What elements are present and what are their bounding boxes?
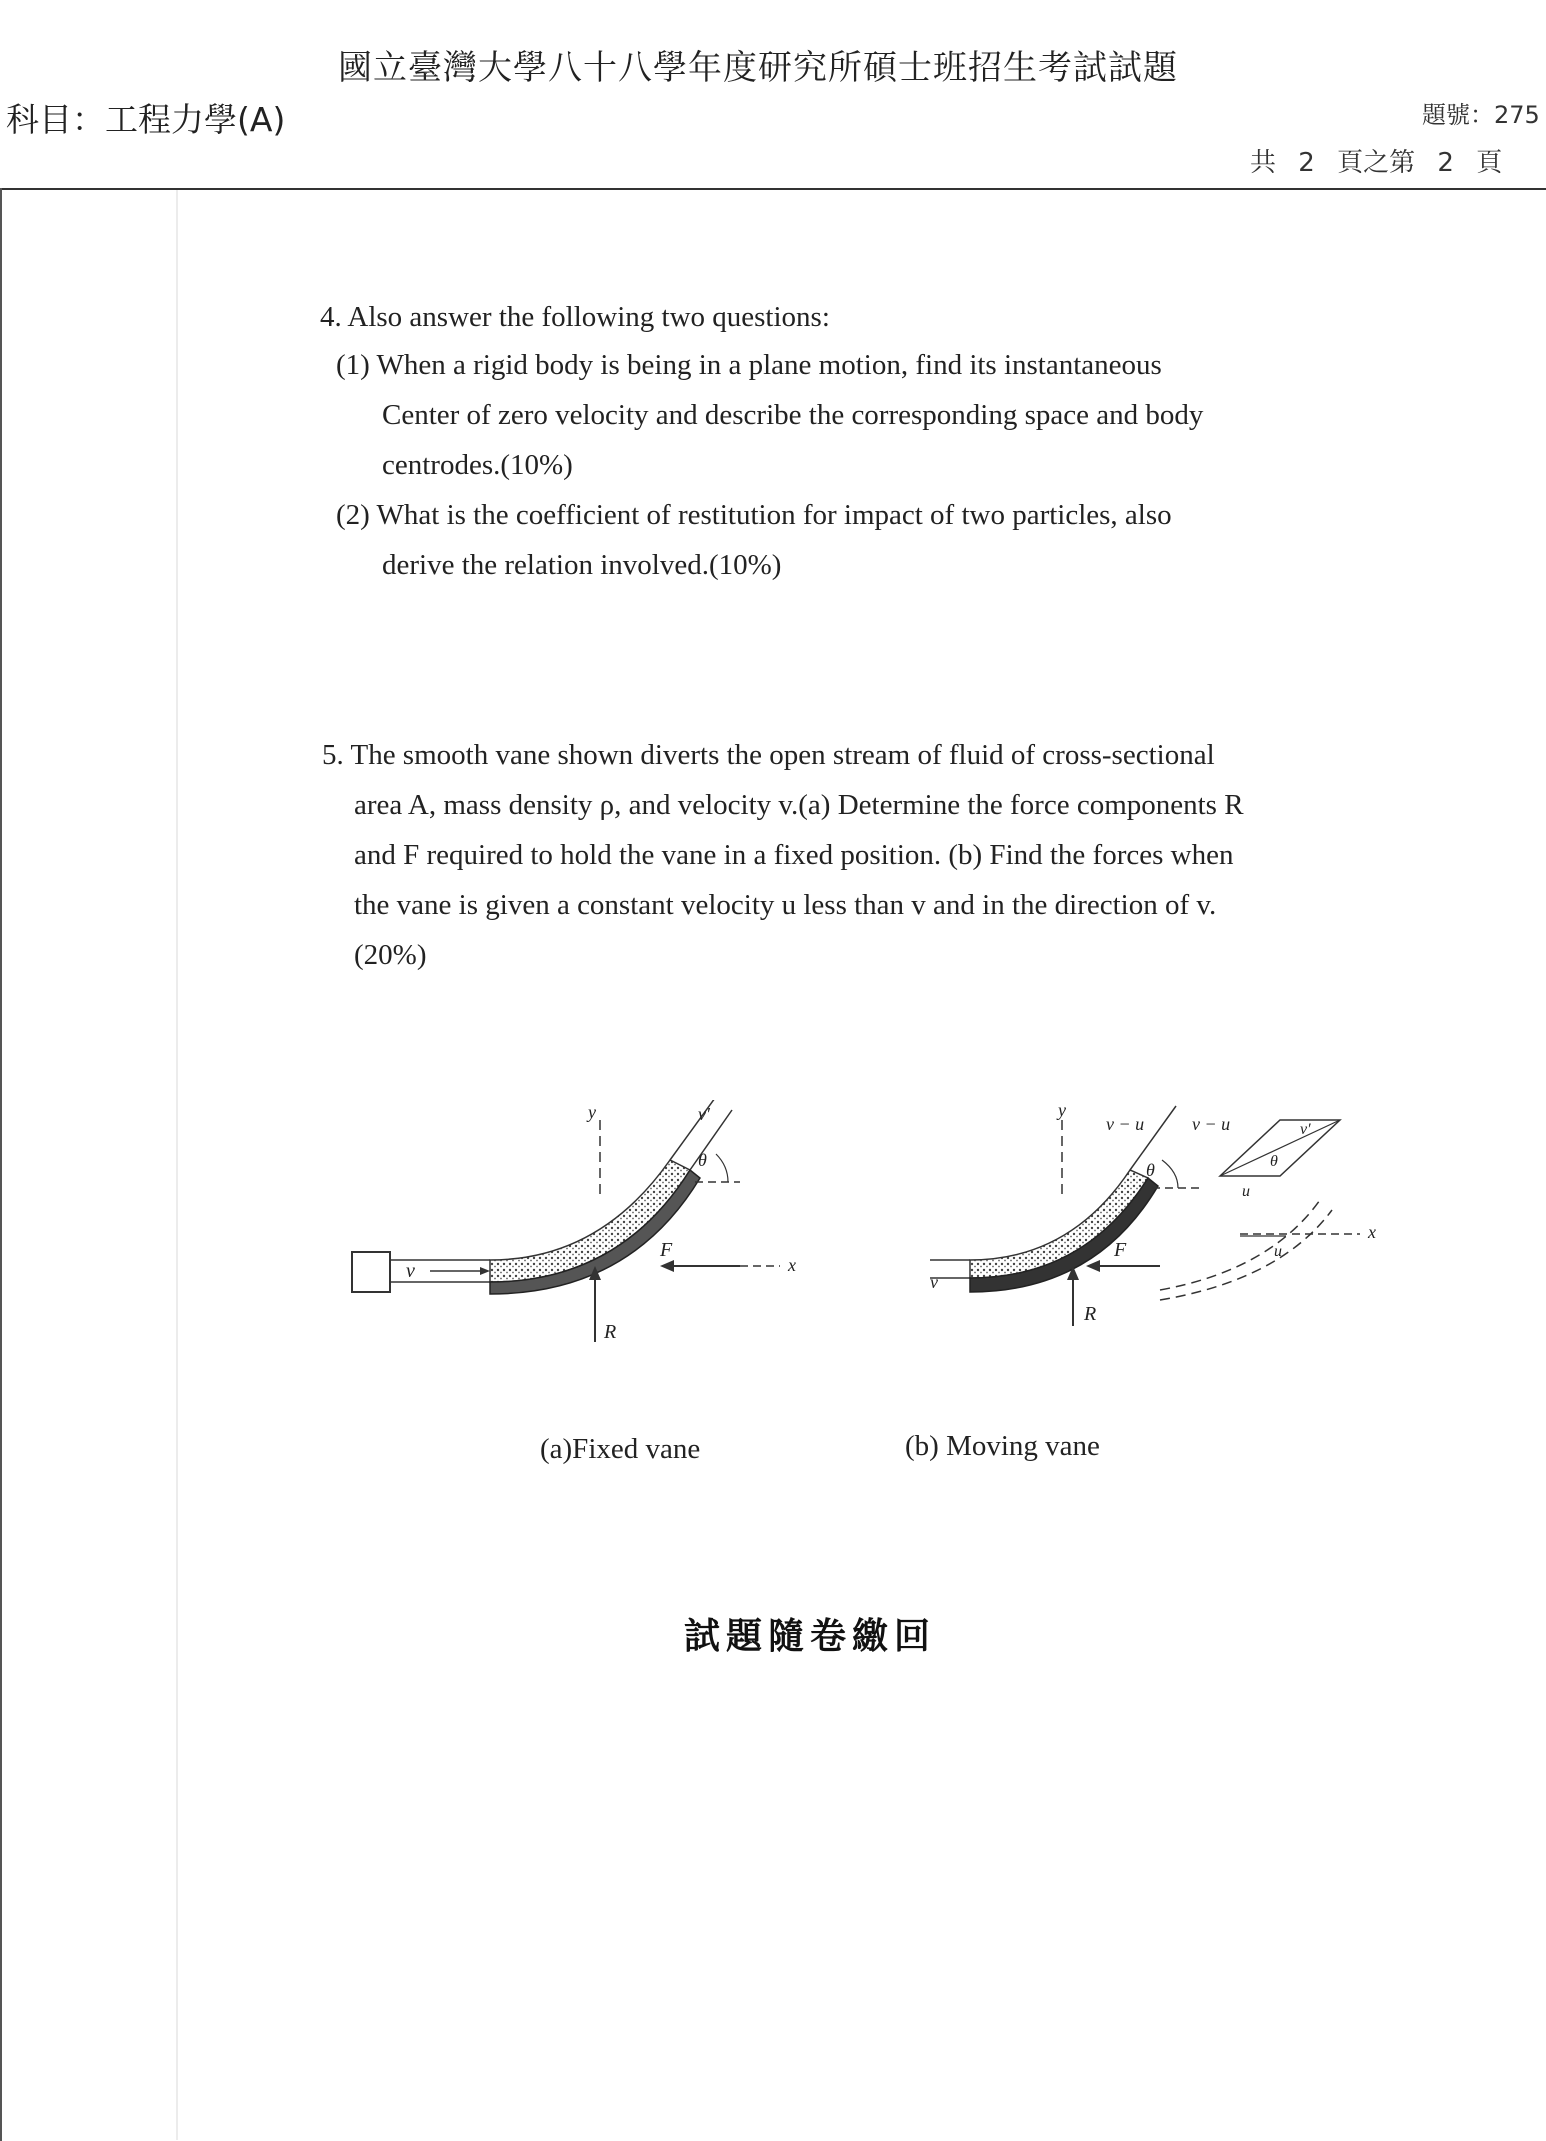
question-5 [322, 730, 1392, 980]
moving-vprime-label: v′ [1300, 1121, 1311, 1138]
fixed-x-label: x [788, 1255, 796, 1275]
page-info-mid: 頁之第 [1337, 148, 1416, 178]
page-info-total-label: 共 [1250, 148, 1277, 178]
fixed-F-label: F [660, 1239, 673, 1261]
q4-2-line: (2) What is the coefficient of restitution for impact of two particles, also [336, 499, 1172, 531]
nozzle [352, 1252, 390, 1292]
moving-v-minus-u-label: v − u [1106, 1114, 1145, 1134]
return-notice-stamp: 試題隨卷繳回 [684, 1616, 937, 1657]
page-info [1250, 142, 1516, 179]
fixed-y-label: y [588, 1102, 596, 1122]
q5-line: 5. The smooth vane shown diverts the open stream of fluid of cross-sectional [322, 739, 1215, 771]
fixed-v-label: v [406, 1260, 415, 1282]
question-4-part-1 [336, 340, 1336, 490]
fixed-vprime-label: v′ [698, 1104, 710, 1124]
moving-u-label: u [1242, 1183, 1250, 1200]
caption-fixed-vane: (a)Fixed vane [540, 1433, 701, 1465]
moving-u-label-2: u [1274, 1243, 1282, 1260]
left-border [0, 188, 2, 2141]
scan-shadow [176, 190, 178, 2140]
q4-1-line: Center of zero velocity and describe the corresponding space and body [382, 399, 1204, 431]
exam-title: 國立臺灣大學八十八學年度研究所碩士班招生考試試題 [338, 48, 1178, 88]
vane-figure [340, 1100, 1400, 1360]
moving-theta-label-2: θ [1270, 1153, 1278, 1170]
question-number: 題號：275 [1422, 101, 1540, 129]
page-info-current: 2 [1437, 148, 1454, 178]
fixed-R-label: R [604, 1321, 617, 1343]
moving-F-label: F [1114, 1239, 1127, 1261]
moving-v-label: v [930, 1272, 938, 1292]
fixed-theta-label: θ [698, 1150, 707, 1170]
fixed-vane-diagram [352, 1100, 796, 1343]
subject-label: 科目：工程力學(A) [6, 100, 286, 139]
question-4-heading: 4. Also answer the following two questions: [320, 301, 830, 333]
q4-1-line: (1) When a rigid body is being in a plane motion, find its instantaneous [336, 349, 1162, 381]
moving-vane-diagram [930, 1100, 1376, 1326]
page-info-end: 頁 [1476, 148, 1503, 178]
q5-line: and F required to hold the vane in a fixed position. (b) Find the forces when [354, 839, 1234, 871]
page-info-total: 2 [1298, 148, 1315, 178]
header-rule [0, 188, 1546, 190]
question-4-part-2 [336, 490, 1336, 590]
moving-theta-label: θ [1146, 1160, 1155, 1180]
caption-moving-vane: (b) Moving vane [905, 1430, 1100, 1462]
q5-line: the vane is given a constant velocity u less than v and in the direction of v. [354, 889, 1217, 921]
moving-x-label: x [1368, 1222, 1376, 1242]
q5-line: area A, mass density ρ, and velocity v.(a) Determine the force components R [354, 789, 1244, 821]
moving-v-minus-u-label-2: v − u [1192, 1114, 1231, 1134]
q4-1-line: centrodes.(10%) [382, 449, 573, 481]
q5-line: (20%) [354, 939, 427, 971]
moving-y-label: y [1058, 1100, 1066, 1120]
moving-R-label: R [1084, 1303, 1097, 1325]
q4-2-line: derive the relation involved.(10%) [382, 549, 782, 581]
